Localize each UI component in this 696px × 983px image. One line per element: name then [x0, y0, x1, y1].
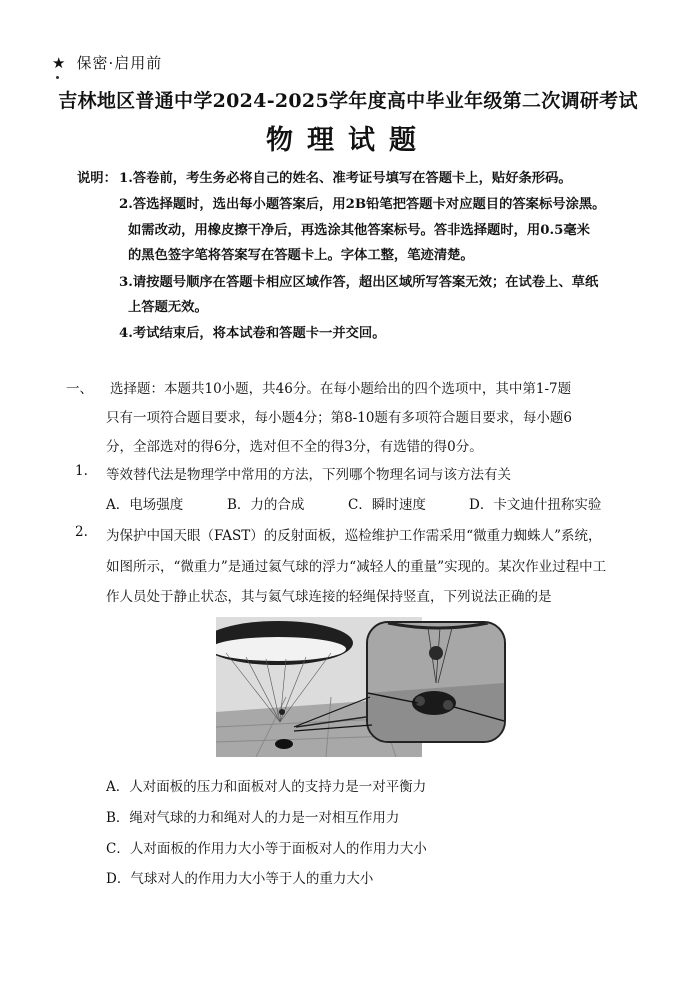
instruction-line-2: 2.答选择题时，选出每小题答案后，用2B铅笔把答题卡对应题目的答案标号涂黑。	[119, 197, 606, 212]
question-1-option-b: B．力的合成	[227, 497, 305, 513]
question-2-stem-line-1: 为保护中国天眼（FAST）的反射面板，巡检维护工作需采用“微重力蜘蛛人”系统，	[106, 528, 602, 544]
question-2-stem-line-3: 作人员处于静止状态，其与氦气球连接的轻绳保持竖直，下列说法正确的是	[106, 589, 552, 605]
question-1-number: 1.	[75, 463, 88, 479]
section-line-2: 只有一项符合题目要求，每小题4分；第8-10题有多项符合题目要求，每小题6	[106, 410, 573, 426]
small-dot	[56, 76, 59, 79]
zoom-callout-lines	[290, 675, 380, 735]
instruction-line-5: 3.请按题号顺序在答题卡相应区域作答，超出区域所写答案无效；在试卷上、草纸	[119, 275, 599, 290]
confidential-label: 保密·启用前	[76, 54, 163, 72]
worker-closeup-icon	[366, 621, 506, 743]
question-1-stem: 等效替代法是物理学中常用的方法，下列哪个物理名词与该方法有关	[106, 467, 511, 483]
question-2-number: 2.	[75, 524, 88, 540]
section-line-1: 选择题：本题共10小题，共46分。在每小题给出的四个选项中，其中第1-7题	[110, 381, 572, 397]
question-2-stem-line-2: 如图所示，“微重力”是通过氦气球的浮力“减轻人的重量”实现的。某次作业过程中工	[106, 559, 607, 575]
question-2-option-a: A．人对面板的压力和面板对人的支持力是一对平衡力	[106, 779, 427, 795]
instruction-line-4: 的黑色签字笔将答案写在答题卡上。字体工整，笔迹清楚。	[128, 248, 474, 263]
instruction-line-1: 1.答卷前，考生务必将自己的姓名、准考证号填写在答题卡上，贴好条形码。	[119, 171, 572, 186]
question-2-option-c: C．人对面板的作用力大小等于面板对人的作用力大小	[106, 841, 427, 857]
section-number: 一、	[66, 381, 93, 397]
star-icon: ★	[52, 54, 67, 72]
subject-title: 物理试题	[266, 125, 430, 156]
instructions-prefix: 说明：	[77, 171, 117, 186]
instruction-line-6: 上答题无效。	[128, 300, 208, 315]
question-1-option-d: D．卡文迪什扭称实验	[469, 497, 602, 513]
question-2-option-b: B．绳对气球的力和绳对人的力是一对相互作用力	[106, 810, 400, 826]
instruction-line-3: 如需改动，用橡皮擦干净后，再选涂其他答案标号。答非选择题时，用0.5毫米	[128, 223, 590, 238]
exam-title: 吉林地区普通中学2024-2025学年度高中毕业年级第二次调研考试	[58, 90, 638, 112]
question-1-option-a: A．电场强度	[106, 497, 184, 513]
question-2-option-d: D．气球对人的作用力大小等于人的重力大小	[106, 871, 374, 887]
instruction-line-7: 4.考试结束后，将本试卷和答题卡一并交回。	[119, 326, 386, 341]
section-line-3: 分，全部选对的得6分，选对但不全的得3分，有选错的得0分。	[106, 439, 483, 455]
confidential-mark	[52, 52, 162, 73]
question-1-option-c: C．瞬时速度	[348, 497, 426, 513]
